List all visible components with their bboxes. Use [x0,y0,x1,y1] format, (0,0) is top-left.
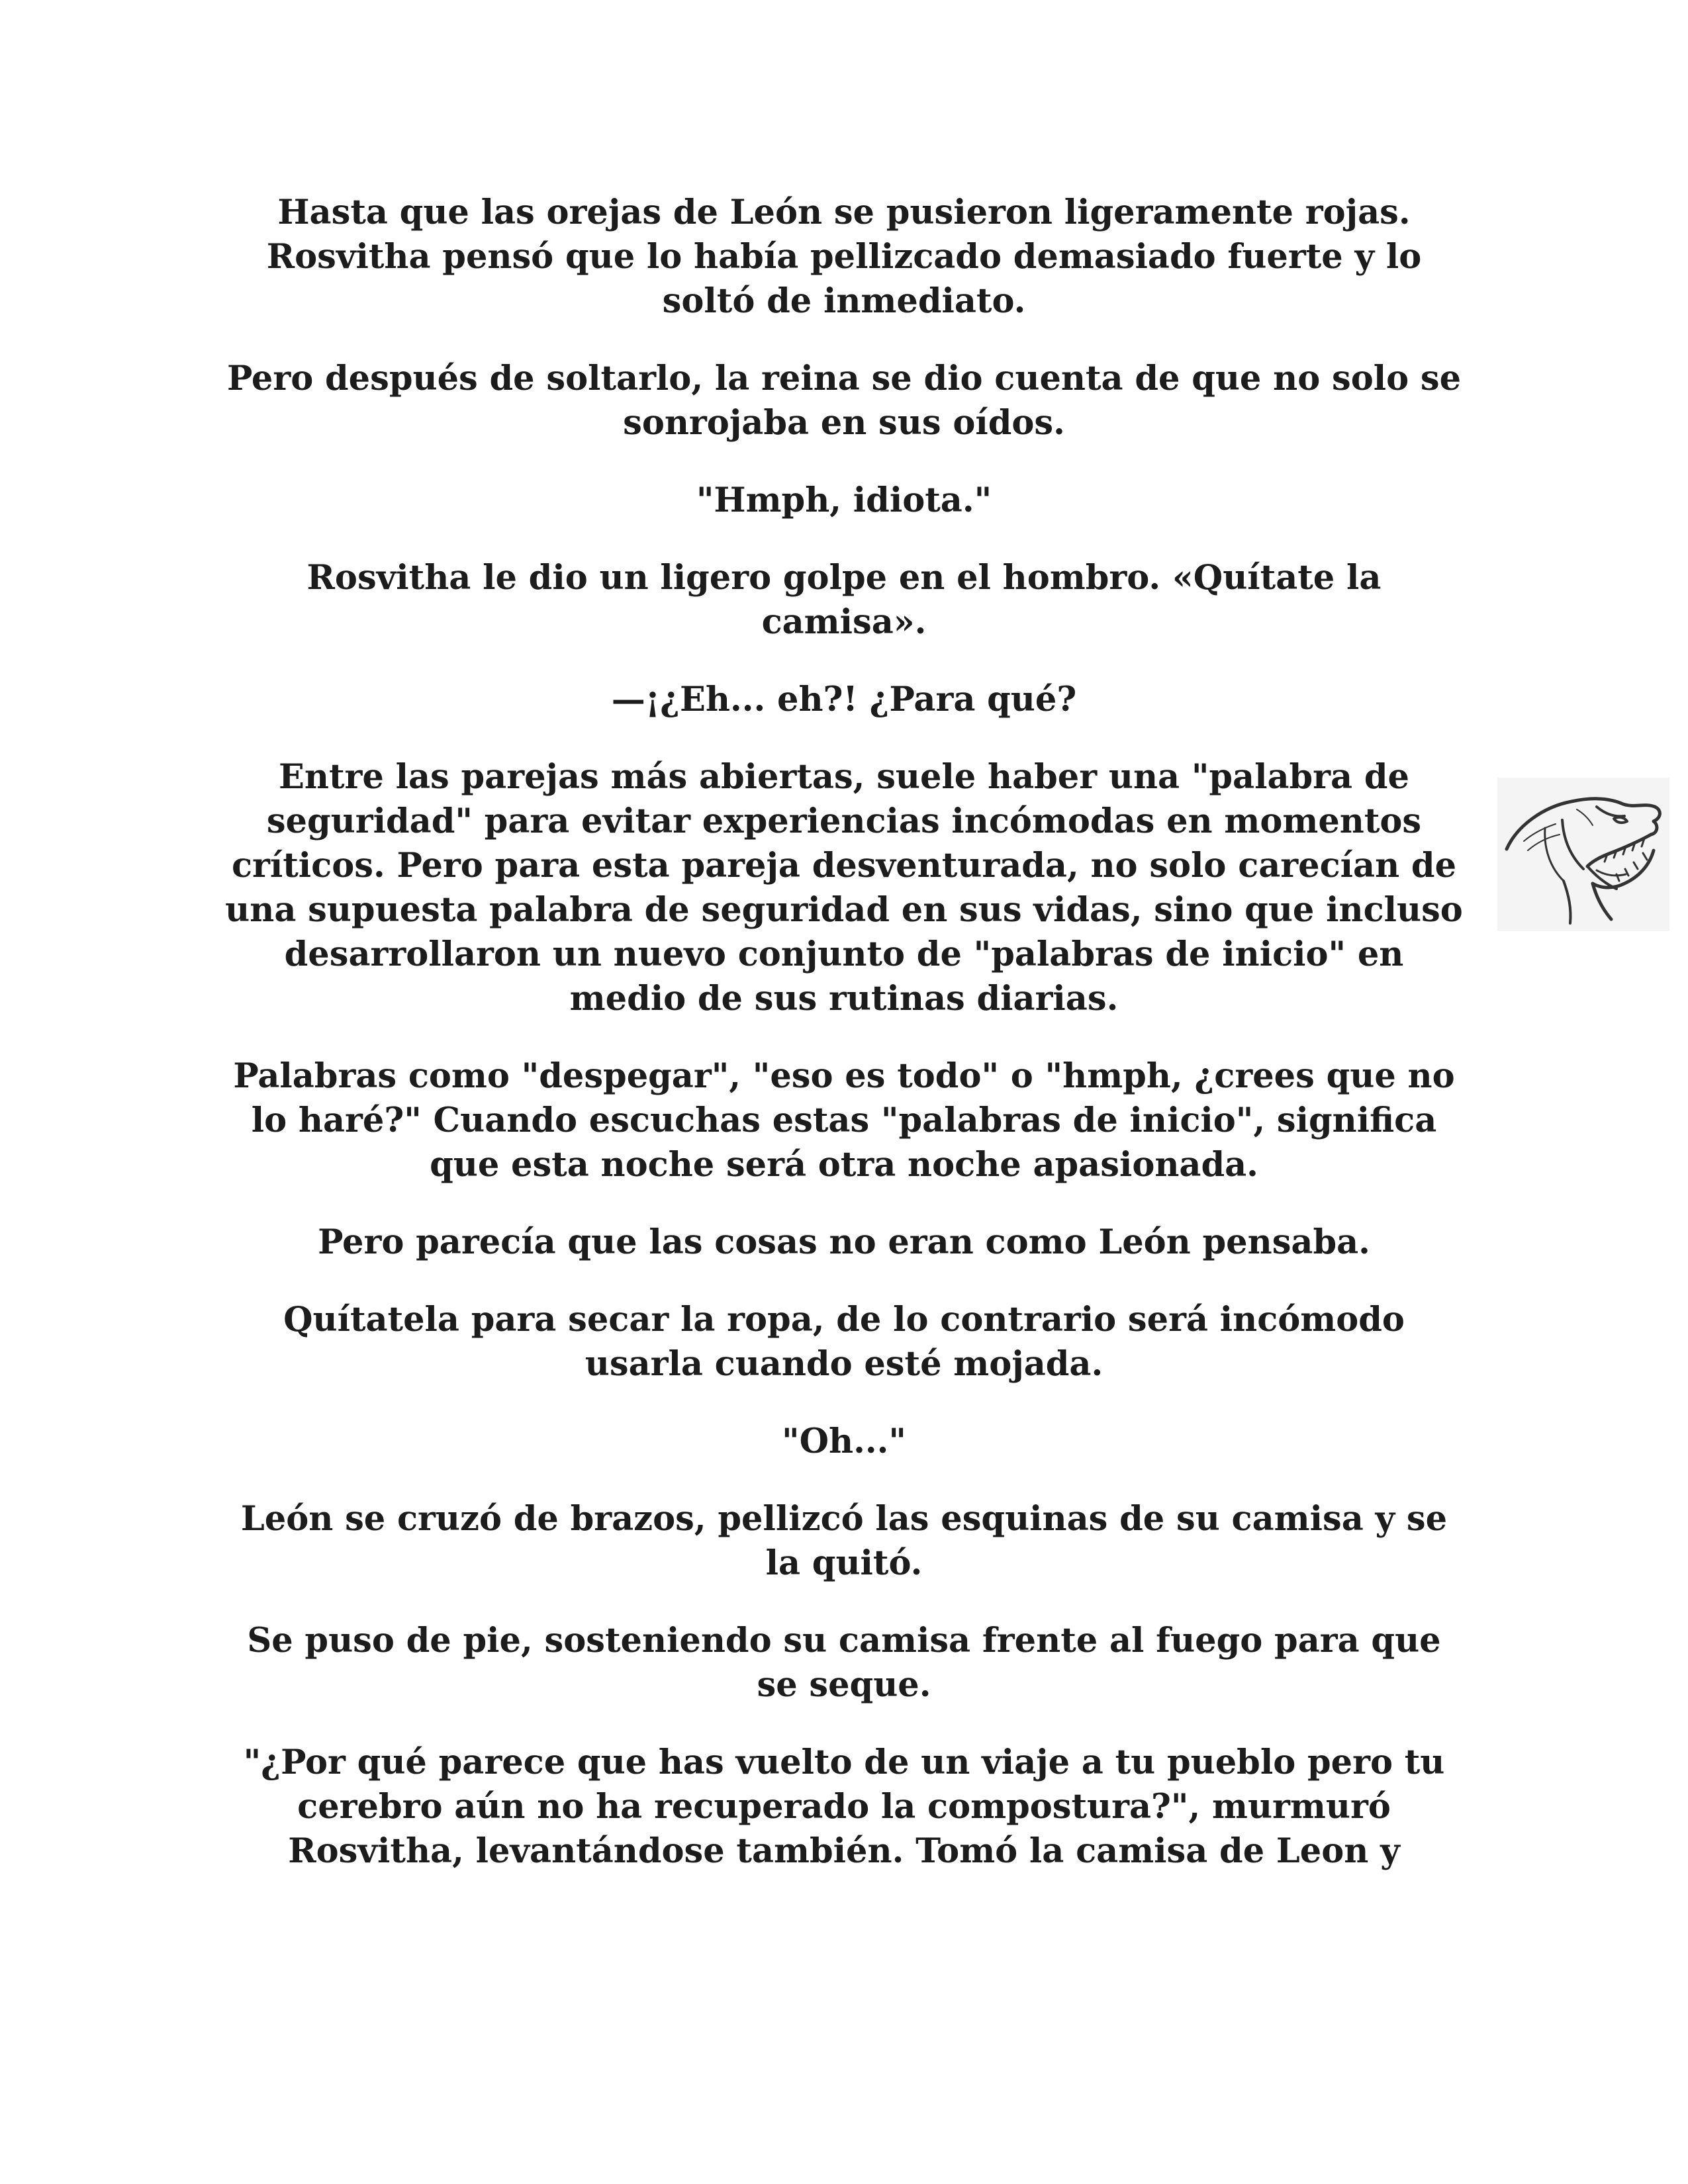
paragraph-4: Rosvitha le dio un ligero golpe en el hombro. «Quítate la camisa». [306,558,1382,642]
paragraph-13: "¿Por qué parece que has vuelto de un viaje a tu pueblo pero tu cerebro aún no ha recuperado la compostura?", murmuró Rosvitha, levantándose también. Tomó la camisa de Leon y [243,1743,1445,1871]
paragraph-8: Pero parecía que las cosas no eran como León pensaba. [318,1222,1370,1262]
paragraph-2: Pero después de soltarlo, la reina se dio cuenta de que no solo se sonrojaba en sus oídos. [226,359,1462,443]
paragraph-3: "Hmph, idiota." [696,480,992,520]
paragraph-10: "Oh..." [782,1422,906,1461]
document-body [225,191,1463,1874]
paragraph-1: Hasta que las orejas de León se pusieron ligeramente rojas. Rosvitha pensó que lo había pellizcado demasiado fuerte y lo soltó de inmediato. [266,193,1422,321]
paragraph-7: Palabras como "despegar", "eso es todo" o "hmph, ¿crees que no lo haré?" Cuando escuchas estas "palabras de inicio", significa que esta noche será otra noche apasionada. [233,1056,1455,1185]
paragraph-12: Se puso de pie, sosteniendo su camisa frente al fuego para que se seque. [247,1621,1441,1705]
dinosaur-head-icon [1497,778,1669,931]
paragraph-5: —¡¿Eh... eh?! ¿Para qué? [611,680,1077,719]
paragraph-9: Quítatela para secar la ropa, de lo contrario será incómodo usarla cuando esté mojada. [283,1300,1405,1384]
paragraph-6: Entre las parejas más abiertas, suele haber una "palabra de seguridad" para evitar experiencias incómodas en momentos críticos. Pero para esta pareja desventurada, no solo carecían de una supuesta palabra de seguridad en sus vidas, sino que incluso desarrollaron un nuevo conjunto de "palabras de inicio" en medio de sus rutinas diarias. [225,757,1463,1019]
paragraph-11: León se cruzó de brazos, pellizcó las esquinas de su camisa y se la quitó. [240,1499,1448,1583]
